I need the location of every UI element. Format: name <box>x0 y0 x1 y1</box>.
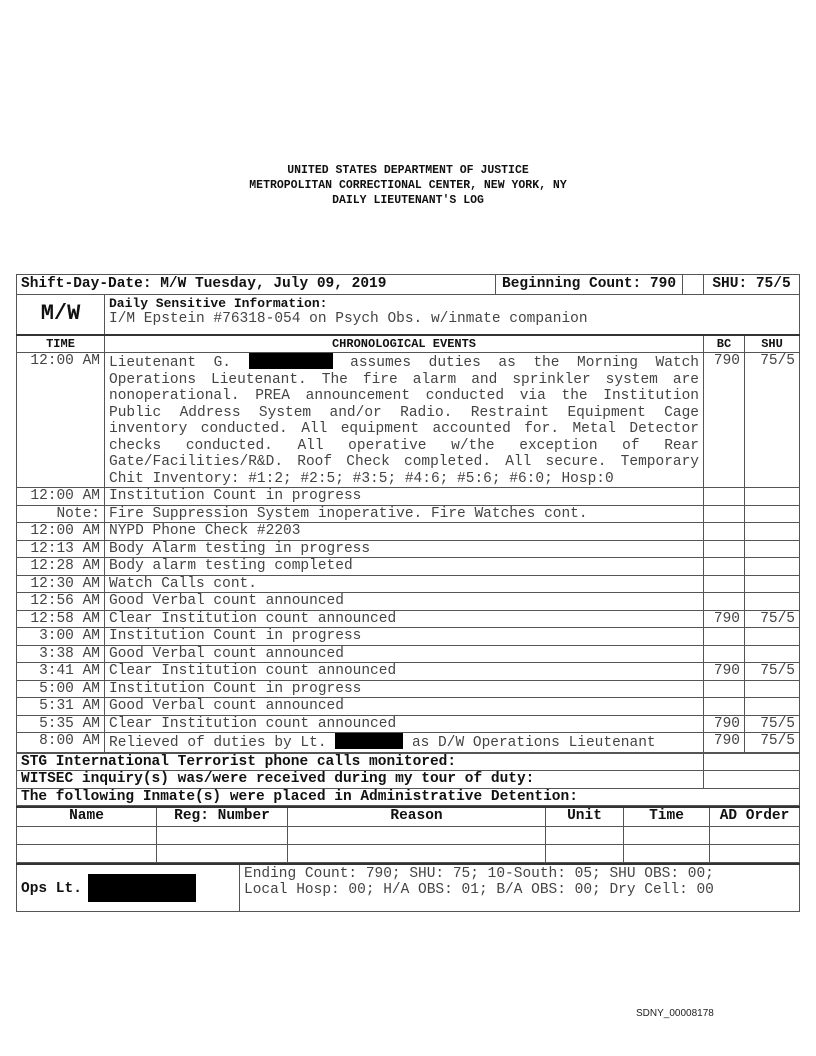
event-text: Good Verbal count announced <box>105 645 704 663</box>
table-row <box>17 575 800 593</box>
event-time: 12:00 AM <box>17 353 105 488</box>
summary-table <box>16 753 800 807</box>
event-bc <box>704 540 745 558</box>
event-bc <box>704 628 745 646</box>
document-header <box>0 163 816 208</box>
event-bc <box>704 505 745 523</box>
event-bc <box>704 488 745 506</box>
table-row <box>17 540 800 558</box>
event-time: 5:31 AM <box>17 698 105 716</box>
event-shu: 75/5 <box>745 610 800 628</box>
table-row <box>17 698 800 716</box>
event-shu <box>745 523 800 541</box>
event-shu <box>745 680 800 698</box>
event-text-after: as D/W Operations Lieutenant <box>411 735 656 751</box>
event-text: Institution Count in progress <box>105 488 704 506</box>
ad-col-reason: Reason <box>288 807 546 826</box>
log-form <box>16 274 799 912</box>
ending-count-line-2: Local Hosp: 00; H/A OBS: 01; B/A OBS: 00; Dry Cell: 00 <box>244 882 714 898</box>
event-text-after: assumes duties as the Morning Watch Operations Lieutenant. The fire alarm and sprinkler system are nonoperational. PREA announcement conducted via the Institution Public Address System and/or Radio. Restraint Equipment Cage inventory conducted. All equipment accounted for. Metal Detector checks conducted. All operative w/the exception of Rear Gate/Facilities/R&D. Roof Check completed. All secure. Temporary Chit Inventory: #1:2; #2:5; #3:5; #4:6; #5:6; #6:0; Hosp:0 <box>109 355 700 487</box>
event-text: Clear Institution count announced <box>105 663 704 681</box>
event-shu: 75/5 <box>745 663 800 681</box>
shift-code: M/W <box>17 295 105 335</box>
col-time: TIME <box>17 335 105 353</box>
redaction <box>335 733 403 749</box>
event-bc: 790 <box>704 610 745 628</box>
shift-day-date: Shift-Day-Date: M/W Tuesday, July 09, 2019 <box>21 276 387 292</box>
event-text: Fire Suppression System inoperative. Fire Watches cont. <box>105 505 704 523</box>
stg-label: STG International Terrorist phone calls monitored: <box>17 753 704 771</box>
table-row <box>17 558 800 576</box>
event-time: 8:00 AM <box>17 733 105 753</box>
event-time: 3:41 AM <box>17 663 105 681</box>
event-shu <box>745 540 800 558</box>
ad-col-time: Time <box>624 807 710 826</box>
event-bc <box>704 575 745 593</box>
event-bc: 790 <box>704 733 745 753</box>
sensitive-text: I/M Epstein #76318-054 on Psych Obs. w/inmate companion <box>109 311 588 327</box>
ad-col-reg-number: Reg: Number <box>157 807 288 826</box>
ad-table <box>16 806 800 863</box>
event-time: 12:56 AM <box>17 593 105 611</box>
beginning-count: Beginning Count: 790 <box>495 275 683 294</box>
header-line-2: METROPOLITAN CORRECTIONAL CENTER, NEW YORK, NY <box>249 179 567 192</box>
event-time: 12:30 AM <box>17 575 105 593</box>
event-text <box>105 353 704 488</box>
table-row <box>17 593 800 611</box>
event-bc <box>704 680 745 698</box>
event-bc <box>704 523 745 541</box>
col-bc: BC <box>704 335 745 353</box>
witsec-label: WITSEC inquiry(s) was/were received during my tour of duty: <box>17 771 704 789</box>
event-time: 12:28 AM <box>17 558 105 576</box>
event-time: 12:58 AM <box>17 610 105 628</box>
table-row <box>17 680 800 698</box>
event-bc: 790 <box>704 715 745 733</box>
event-text: NYPD Phone Check #2203 <box>105 523 704 541</box>
event-text: Watch Calls cont. <box>105 575 704 593</box>
ad-row <box>17 826 800 844</box>
event-shu <box>745 593 800 611</box>
witsec-value <box>704 771 800 789</box>
bates-number: SDNY_00008178 <box>636 1008 714 1019</box>
event-text-before: Relieved of duties by Lt. <box>109 735 327 751</box>
event-shu <box>745 628 800 646</box>
event-shu: 75/5 <box>745 715 800 733</box>
event-text: Institution Count in progress <box>105 680 704 698</box>
ad-title: The following Inmate(s) were placed in Administrative Detention: <box>17 788 800 806</box>
event-text: Clear Institution count announced <box>105 610 704 628</box>
event-time: 12:13 AM <box>17 540 105 558</box>
event-text: Good Verbal count announced <box>105 698 704 716</box>
event-time: 3:38 AM <box>17 645 105 663</box>
event-shu: 75/5 <box>745 353 800 488</box>
footer-table <box>16 863 800 913</box>
table-row <box>17 663 800 681</box>
table-row <box>17 488 800 506</box>
event-bc: 790 <box>704 353 745 488</box>
shu-count: SHU: 75/5 <box>704 275 800 295</box>
sensitive-label: Daily Sensitive Information: <box>109 296 328 311</box>
log-table <box>16 274 800 753</box>
event-shu <box>745 645 800 663</box>
ad-col-name: Name <box>17 807 157 826</box>
ad-col-unit: Unit <box>546 807 624 826</box>
event-shu <box>745 488 800 506</box>
header-line-3: DAILY LIEUTENANT'S LOG <box>332 194 484 207</box>
event-bc <box>704 558 745 576</box>
redaction <box>249 353 333 369</box>
event-shu <box>745 558 800 576</box>
event-text: Good Verbal count announced <box>105 593 704 611</box>
event-time: 12:00 AM <box>17 488 105 506</box>
ending-count-line-1: Ending Count: 790; SHU: 75; 10-South: 05; SHU OBS: 00; <box>244 865 714 882</box>
event-bc: 790 <box>704 663 745 681</box>
col-shu: SHU <box>745 335 800 353</box>
event-text: Body Alarm testing in progress <box>105 540 704 558</box>
event-bc <box>704 645 745 663</box>
table-row <box>17 715 800 733</box>
table-row <box>17 645 800 663</box>
event-time: Note: <box>17 505 105 523</box>
event-text-before: Lieutenant G. <box>109 355 231 371</box>
table-row <box>17 610 800 628</box>
event-bc <box>704 698 745 716</box>
event-shu <box>745 505 800 523</box>
event-text <box>105 733 704 753</box>
event-text: Body alarm testing completed <box>105 558 704 576</box>
event-time: 3:00 AM <box>17 628 105 646</box>
header-line-1: UNITED STATES DEPARTMENT OF JUSTICE <box>287 164 529 177</box>
table-row <box>17 505 800 523</box>
event-bc <box>704 593 745 611</box>
event-text: Clear Institution count announced <box>105 715 704 733</box>
event-text: Institution Count in progress <box>105 628 704 646</box>
event-shu <box>745 575 800 593</box>
table-row <box>17 353 800 488</box>
event-shu <box>745 698 800 716</box>
ops-lt-signature <box>17 864 240 912</box>
ops-lt-label: Ops Lt. <box>21 880 82 897</box>
table-row <box>17 523 800 541</box>
table-row <box>17 628 800 646</box>
event-time: 5:00 AM <box>17 680 105 698</box>
table-row <box>17 733 800 753</box>
ad-row <box>17 844 800 862</box>
event-time: 5:35 AM <box>17 715 105 733</box>
event-shu: 75/5 <box>745 733 800 753</box>
ad-col-ad-order: AD Order <box>710 807 800 826</box>
event-time: 12:00 AM <box>17 523 105 541</box>
stg-value <box>704 753 800 771</box>
col-events: CHRONOLOGICAL EVENTS <box>105 335 704 353</box>
redaction <box>88 874 196 902</box>
